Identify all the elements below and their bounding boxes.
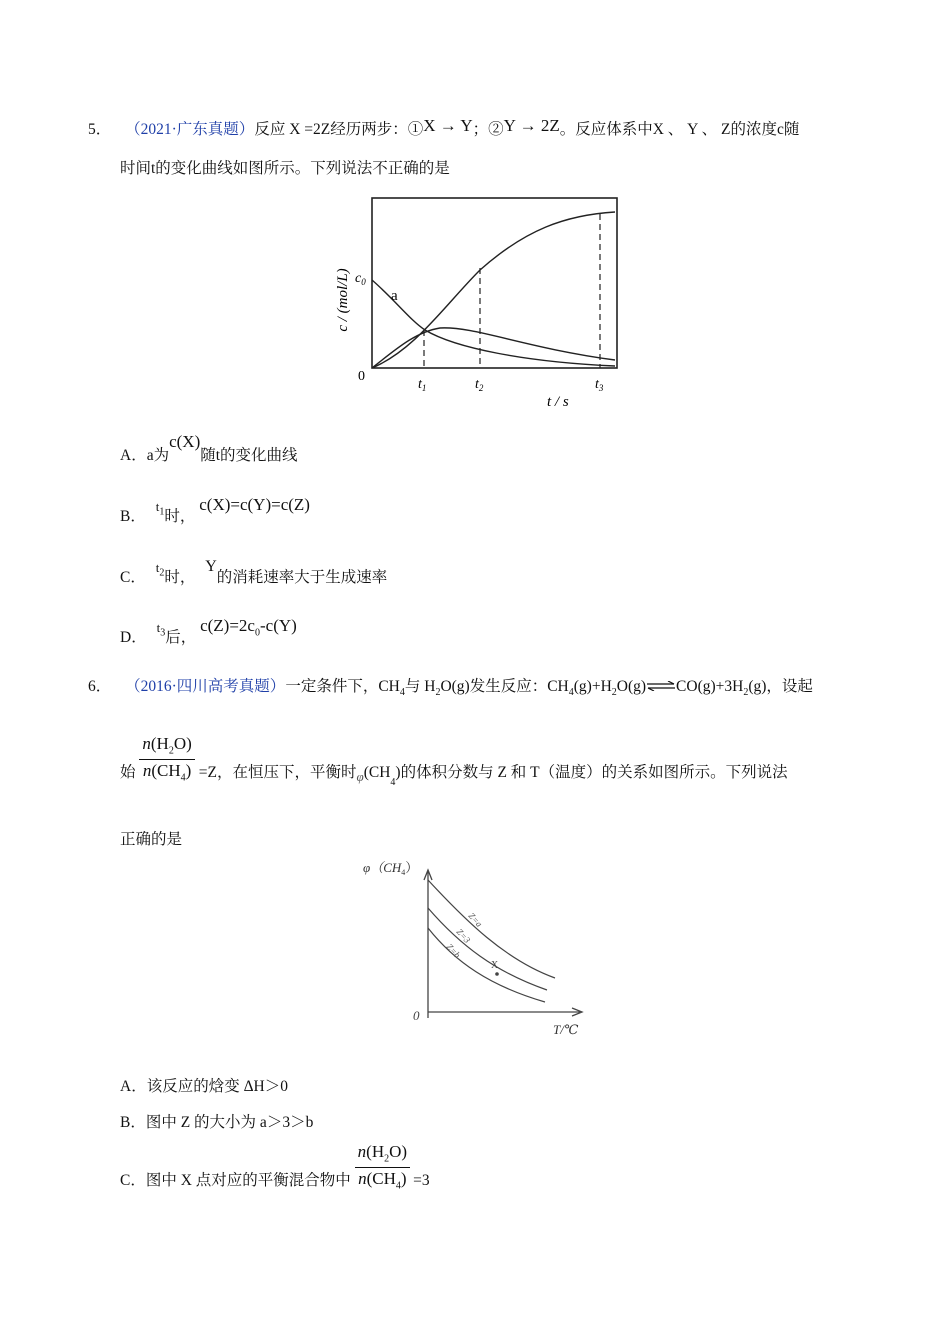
- q5-stem-a: 反应 X =2Z经历两步：①: [254, 121, 424, 138]
- q5-option-c-species: Y: [205, 558, 217, 575]
- q6-stem-d-sub: 2: [611, 687, 617, 699]
- q6-option-c-tail: =3: [413, 1171, 430, 1189]
- q6-label-z-b: Z=b: [444, 941, 463, 960]
- q6-label-point-x: X: [491, 960, 499, 971]
- q6-ratio-numerator: $n(H_2O)$: [139, 735, 194, 760]
- q6-stem-c: O(g)发生反应：CH: [440, 678, 569, 695]
- q6-stem-c-sub: 4: [568, 687, 574, 699]
- q6-ratio-denominator: $n(CH_4)$: [142, 760, 192, 784]
- q6-stem-b: 与 H: [404, 678, 436, 695]
- q5-step2: Y → 2Z: [503, 116, 560, 135]
- q5-option-b: [120, 493, 310, 525]
- q6-line2-c: )的体积分数与 Z 和 T（温度）的关系如图所示。下列说法: [395, 763, 788, 781]
- q6-stem-b-sub: 2: [435, 687, 441, 699]
- q6-option-c: [120, 1143, 430, 1192]
- q5-step1: X → Y: [423, 116, 473, 135]
- q5-t1-label: $t_1$: [418, 377, 427, 393]
- q5-number: 5．: [88, 121, 112, 138]
- q5-curve-y: [372, 328, 615, 368]
- q6-option-c-fraction: [355, 1143, 410, 1192]
- q6-stem-a: 一定条件下，CH: [285, 678, 400, 695]
- q6-number: 6．: [88, 678, 112, 695]
- q5-option-b-t: $t_1$: [155, 499, 165, 518]
- q5-c0-label: $c_0$: [355, 271, 366, 287]
- q5-option-a: [120, 432, 298, 464]
- q6-source: （2016·四川高考真题）: [125, 678, 286, 695]
- q6-stem-d: (g)+H: [573, 678, 612, 695]
- q6-line2-b-sub: 4: [390, 777, 396, 789]
- q5-option-c-text-a: 时，: [164, 569, 196, 586]
- q5-option-a-text-a: a为: [146, 447, 170, 464]
- equilibrium-arrow-icon: [646, 678, 676, 696]
- q6-stem-g: (g)，设起: [748, 678, 813, 695]
- q6-xlabel: T/℃: [553, 1022, 579, 1037]
- q5-plot-frame: [372, 198, 617, 368]
- q6-stem-line2: [120, 734, 788, 789]
- q6-option-b-label: B．: [120, 1114, 146, 1131]
- q6-label-z-3: Z=3: [454, 926, 473, 945]
- q5-option-d-label: D．: [120, 629, 147, 646]
- q5-option-a-label: A．: [120, 447, 147, 464]
- q5-option-d-text: 后，: [165, 629, 197, 646]
- q5-option-c-t: $t_2$: [155, 560, 165, 579]
- q6-option-b-text: 图中 Z 的大小为 a＞3＞b: [145, 1114, 314, 1131]
- q5-ylabel: c / (mol/L): [335, 268, 351, 332]
- q5-option-b-formula: c(X)=c(Y)=c(Z): [199, 495, 310, 514]
- q5-option-c-label: C．: [120, 569, 146, 586]
- q6-point-x: [495, 972, 499, 976]
- q5-option-d: [120, 614, 297, 646]
- q5-option-a-text-b: 随t的变化曲线: [200, 447, 298, 464]
- q5-option-d-formula: $c(Z)=2c_0-c(Y)$: [200, 616, 297, 639]
- q5-stem-b: ；②: [472, 121, 504, 138]
- q6-label-z-a: Z=a: [466, 910, 485, 929]
- q5-option-b-text: 时，: [164, 508, 196, 525]
- q5-option-d-t: $t_3$: [156, 620, 166, 639]
- q6-stem-f-sub: 2: [743, 687, 749, 699]
- q6-phi: φ: [356, 768, 364, 784]
- q6-stem-a-sub: 4: [399, 687, 405, 699]
- q6-figure: [355, 850, 600, 1042]
- q5-source: （2021·广东真题）: [125, 121, 255, 138]
- q5-option-c: [120, 554, 388, 586]
- q5-curve-z: [372, 212, 615, 368]
- q6-line2-b: (CH: [363, 763, 391, 781]
- q5-stem-c: 。反应体系中X 、 Y 、 Z的浓度c随: [559, 121, 800, 138]
- q6-option-c-denominator: $n(CH_4)$: [358, 1168, 407, 1192]
- q5-xlabel: t / s: [547, 394, 569, 410]
- q6-line2-a: =Z，在恒压下，平衡时: [198, 763, 357, 781]
- q6-origin: 0: [413, 1008, 420, 1023]
- q6-stem-line1: [88, 674, 813, 698]
- q6-option-c-label: C．: [120, 1171, 146, 1189]
- q5-stem-line1: [88, 117, 799, 139]
- q6-option-a-text: 该反应的焓变 ΔH＞0: [146, 1078, 288, 1095]
- q5-stem-line2: 时间t的变化曲线如图所示。下列说法不正确的是: [120, 160, 450, 177]
- q5-t3-label: $t_3$: [595, 377, 604, 393]
- q5-curve-x: [372, 280, 615, 366]
- q6-stem-line3: 正确的是: [120, 831, 183, 848]
- q5-t2-label: $t_2$: [475, 377, 484, 393]
- q6-ratio-fraction: [139, 735, 194, 784]
- q6-stem-f: CO(g)+3H: [676, 678, 744, 695]
- q6-option-a-label: A．: [120, 1078, 147, 1095]
- q6-option-b: [120, 1110, 313, 1132]
- q5-figure: [325, 190, 625, 412]
- q5-origin: 0: [358, 369, 365, 384]
- q6-ylabel: $\varphi(CH_4)$: [363, 860, 419, 877]
- q5-curve-a-label: a: [391, 288, 398, 304]
- q6-option-c-numerator: $n(H_2O)$: [355, 1143, 410, 1168]
- q6-stem-e: O(g): [616, 678, 647, 695]
- q6-option-c-text: 图中 X 点对应的平衡混合物中: [145, 1171, 351, 1189]
- q6-line2-start: 始: [120, 763, 136, 781]
- q6-option-a: [120, 1074, 288, 1096]
- q5-option-c-text-b: 的消耗速率大于生成速率: [216, 569, 388, 586]
- q5-option-a-formula: c(X): [169, 432, 201, 451]
- q5-option-b-label: B．: [120, 508, 146, 525]
